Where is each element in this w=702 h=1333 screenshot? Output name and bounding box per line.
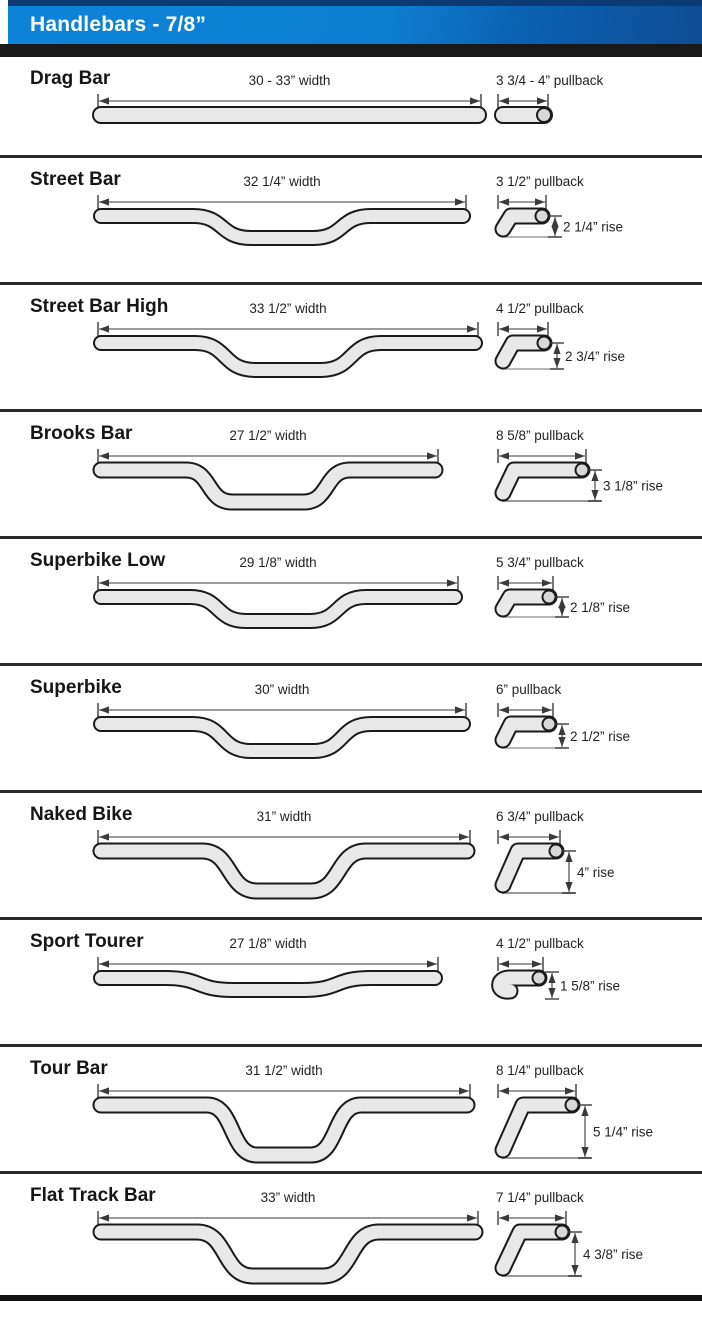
handlebar-row [0,539,702,666]
handlebar-row [0,666,702,793]
pullback-label: 3 1/2” pullback [496,174,584,189]
dimension-arrow-horizontal [98,449,438,463]
front-view-svg [92,426,490,532]
dimension-arrow-vertical [555,724,569,748]
dimension-arrow-vertical [548,216,562,237]
handlebar-row [0,920,702,1047]
handlebar-name: Superbike Low [30,550,166,571]
pullback-label: 4 1/2” pullback [496,301,584,316]
dimension-arrow-vertical [588,470,602,501]
side-view-svg [488,1188,700,1294]
front-view-svg [92,172,490,278]
rise-label: 2 3/4” rise [565,349,626,364]
dimension-arrow-vertical [555,597,569,617]
dimension-arrow-horizontal [98,576,458,590]
handlebar-list [0,57,702,1301]
pullback-label: 8 1/4” pullback [496,1063,584,1078]
dimension-arrow-horizontal [98,830,470,844]
rise-label: 5 1/4” rise [593,1124,654,1140]
front-view-svg [92,680,490,786]
pullback-label: 5 3/4” pullback [496,555,584,570]
bar-end-cap [543,718,556,731]
dimension-arrow-horizontal [498,94,548,108]
width-label: 29 1/8” width [239,555,317,570]
side-view-diagram [488,553,700,659]
handlebar-row [0,57,702,158]
front-view-diagram [92,172,490,278]
handlebar-name: Sport Tourer [30,931,144,952]
width-label: 31” width [256,809,312,824]
pullback-label: 3 3/4 - 4” pullback [496,73,604,88]
side-view-diagram [488,426,700,532]
dimension-arrow-vertical [578,1105,592,1158]
handlebar-row [0,793,702,920]
width-label: 32 1/4” width [243,174,321,189]
side-view-svg [488,680,700,786]
dimension-arrow-horizontal [498,195,546,209]
bar-end-cap [556,1226,569,1239]
handlebar-row [0,1174,702,1301]
front-view-diagram [92,680,490,786]
rise-label: 4 3/8” rise [583,1247,644,1262]
front-view-svg [92,934,490,1040]
rise-label: 1 5/8” rise [560,978,621,994]
handlebar-row [0,412,702,539]
width-label: 33 1/2” width [249,301,327,316]
handlebar-name: Flat Track Bar [30,1185,156,1206]
page-title: Handlebars - 7/8” [30,13,207,36]
bar-end-cap [538,337,551,350]
dimension-arrow-horizontal [498,322,548,336]
dimension-arrow-horizontal [498,1084,576,1098]
page-header [0,0,702,57]
front-view-svg [92,553,490,659]
side-view-diagram [488,1188,700,1294]
bar-end-cap [533,972,546,985]
front-view-svg [92,807,490,913]
side-view-svg [488,553,700,659]
side-view-svg [488,299,700,405]
dimension-arrow-horizontal [498,1211,566,1225]
rise-label: 2 1/8” rise [570,600,631,615]
width-label: 30 - 33” width [248,73,331,88]
dimension-arrow-horizontal [98,1211,478,1225]
dimension-arrow-vertical [568,1232,582,1276]
handlebar-name: Tour Bar [30,1058,108,1079]
header-black-band [0,44,702,57]
front-view-diagram [92,934,490,1040]
rise-label: 2 1/2” rise [570,729,631,744]
side-view-svg [488,934,700,1040]
pullback-label: 6” pullback [496,682,562,697]
dimension-arrow-horizontal [98,703,466,717]
bar-end-cap [537,108,551,122]
front-view-diagram [92,1061,490,1167]
side-view-svg [488,807,700,913]
width-label: 27 1/2” width [229,428,307,443]
rise-label: 3 1/8” rise [603,478,664,494]
width-label: 30” width [254,682,310,697]
rise-label: 4” rise [577,865,615,880]
bar-end-cap [536,210,549,223]
side-view-diagram [488,807,700,913]
front-view-diagram [92,1188,490,1294]
side-view-svg [488,172,700,278]
dimension-arrow-horizontal [498,957,543,971]
dimension-arrow-horizontal [98,195,466,209]
header-banner [8,6,702,44]
side-view-diagram [488,680,700,786]
bar-end-cap [566,1099,579,1112]
side-view-diagram [488,172,700,278]
front-view-diagram [92,426,490,532]
front-view-diagram [92,807,490,913]
rise-label: 2 1/4” rise [563,219,624,235]
width-label: 31 1/2” width [245,1063,323,1078]
dimension-arrow-horizontal [98,1084,470,1098]
bar-end-cap [550,845,563,858]
front-view-svg [92,1188,490,1294]
dimension-arrow-horizontal [98,957,438,971]
handlebar-name: Brooks Bar [30,423,133,444]
dimension-arrow-vertical [550,343,564,369]
side-view-diagram [488,1061,700,1167]
dimension-arrow-horizontal [98,94,481,108]
pullback-label: 4 1/2” pullback [496,936,584,951]
front-view-svg [92,1061,490,1167]
side-view-svg [488,1061,700,1167]
front-view-diagram [92,299,490,405]
width-label: 33” width [260,1190,316,1205]
pullback-label: 6 3/4” pullback [496,809,584,824]
dimension-arrow-horizontal [498,703,553,717]
side-view-svg [488,426,700,532]
bar-end-cap [543,591,556,604]
handlebar-name: Street Bar [30,169,121,190]
pullback-label: 7 1/4” pullback [496,1190,584,1205]
dimension-arrow-horizontal [498,576,553,590]
front-view-svg [92,299,490,405]
front-view-diagram [92,553,490,659]
handlebar-name: Naked Bike [30,804,133,825]
dimension-arrow-vertical [562,851,576,893]
side-view-diagram [488,934,700,1040]
handlebar-row [0,158,702,285]
handlebar-name: Superbike [30,677,122,698]
handlebar-name: Street Bar High [30,296,169,317]
handlebar-row [0,285,702,412]
side-view-diagram [488,299,700,405]
bar-end-cap [576,464,589,477]
pullback-label: 8 5/8” pullback [496,428,584,443]
width-label: 27 1/8” width [229,936,307,951]
dimension-arrow-horizontal [498,830,560,844]
dimension-arrow-horizontal [98,322,478,336]
handlebar-row [0,1047,702,1174]
handlebar-name: Drag Bar [30,68,111,89]
dimension-arrow-horizontal [498,449,586,463]
